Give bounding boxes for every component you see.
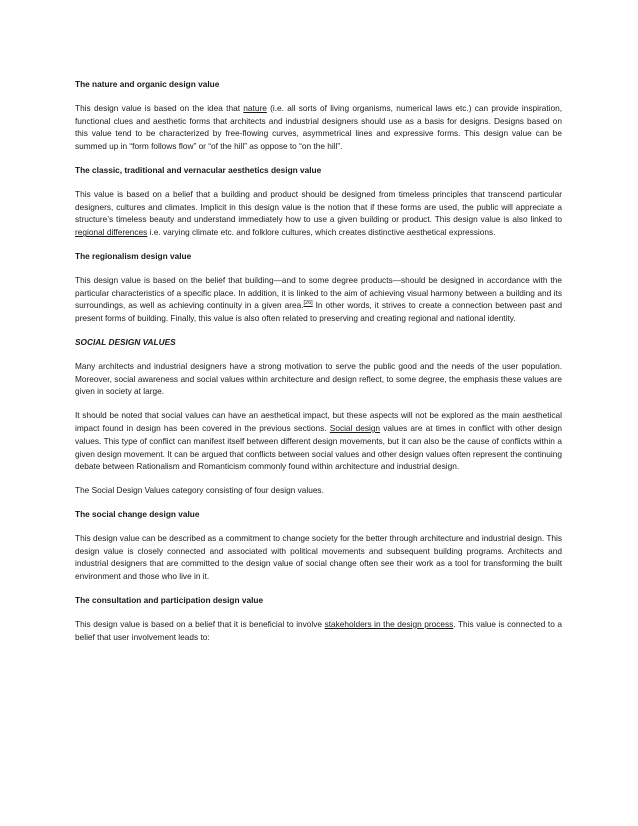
heading-consultation-design-value: The consultation and participation design value — [75, 594, 264, 605]
paragraph-social-3: The Social Design Values category consisting of four design values. — [75, 485, 324, 496]
paragraph-regionalism — [75, 274, 562, 325]
link-regional-differences[interactable]: regional differences — [75, 227, 148, 238]
paragraph-classic — [75, 188, 562, 239]
heading-social-change-design-value: The social change design value — [75, 508, 200, 519]
paragraph-social-1: Many architects and industrial designers have a strong motivation to serve the public good and the needs of the user population. Moreover, social awareness and social values within architecture and design reflect, to some degree, the emphasis these values are given in society at large. — [75, 360, 562, 397]
text: . This value is connected to a belief that user involvement leads to: — [75, 618, 562, 642]
paragraph-social-2 — [75, 409, 562, 473]
paragraph-consultation — [75, 618, 562, 644]
link-stakeholders[interactable]: stakeholders in the design process — [324, 618, 454, 629]
paragraph-social-change: This design value can be described as a commitment to change society for the better through architecture and industrial design. This design value is closely connected and associated with political movements and subsequent building programs. Architects and industrial designers that are committed to the design value of social change often see their work as a tool for transforming the built environment and those who live in it. — [75, 532, 562, 582]
text: This design value is based on the idea that — [75, 102, 244, 113]
text: It should be noted that social values can have an aesthetical impact, but these aspects will not be explored as the main aesthetical impact found in design has been covered in the previous sections. — [75, 410, 562, 433]
text: This design value is based on a belief that it is beneficial to involve — [75, 618, 325, 629]
text: i.e. varying climate etc. and folklore cultures, which creates distinctive aesthetical expressions. — [147, 227, 496, 238]
text: (i.e. all sorts of living organisms, numerical laws etc.) can provide inspiration, functional clues and aesthetic forms that architects and industrial designers should use as a basis for designs. Designs based on this value tend to be characterized by free-flowing curves, asymmetrical lines and expressive forms. This design value can be summed up in “form follows flow” or “of the hill” as oppose to “on the hill”. — [75, 102, 563, 152]
link-social-design[interactable]: Social design — [329, 422, 381, 433]
text: values are at times in conflict with other design values. This type of conflict can manifest itself between different design movements, but it can also be the cause of conflicts within a given design movement. It can be argued that conflicts between social values and other design values often represent the continuing debate between Rationalism and Romanticism commonly found within architecture and industrial design. — [75, 422, 562, 472]
heading-classic-design-value: The classic, traditional and vernacular aesthetics design value — [75, 164, 322, 175]
reference-link[interactable]: [26] — [303, 300, 313, 307]
heading-regionalism-design-value: The regionalism design value — [75, 250, 192, 261]
heading-organic-design-value: The nature and organic design value — [75, 79, 220, 89]
paragraph-organic — [75, 102, 562, 153]
text: This design value is based on the belief that building—and to some degree products—should be designed in accordance with the particular characteristics of a specific place. In addition, it is linked to the aim of achieving visual harmony between a building and its surroundings, as well as achieving continuity in a given area. — [75, 274, 562, 311]
text: This value is based on a belief that a building and product should be designed from timeless principles that transcend particular designers, cultures and climates. Implicit in this design value is the notion that if these forms are used, the public will appreciate a structure’s timeless beauty and understand immediately how to use a given building or product. This design value is also linked to — [75, 188, 562, 225]
heading-social-design-values: SOCIAL DESIGN VALUES — [75, 336, 176, 347]
document-page — [75, 78, 562, 643]
text: In other words, it strives to create a connection between past and present forms of building. Finally, this value is also often related to preserving and creating regional and national identity. — [75, 300, 562, 324]
link-nature[interactable]: nature — [243, 102, 267, 113]
